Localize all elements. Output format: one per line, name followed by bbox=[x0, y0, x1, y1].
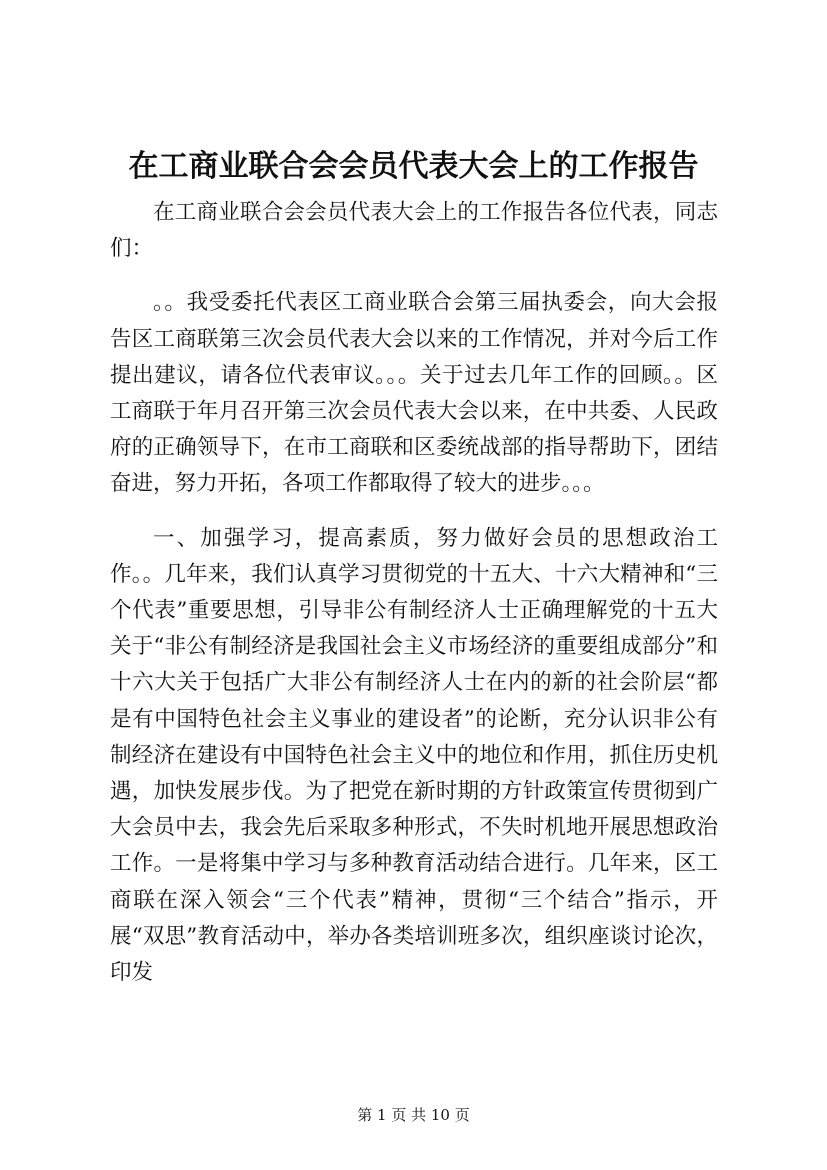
page-footer: 第 1 页 共 10 页 bbox=[357, 1106, 470, 1124]
document-body bbox=[110, 195, 718, 991]
document-title: 在工商业联合会会员代表大会上的工作报告 bbox=[128, 149, 699, 184]
paragraph-greeting: 在工商业联合会会员代表大会上的工作报告各位代表，同志们： bbox=[110, 200, 718, 262]
paragraph-section-one: 一、加强学习，提高素质，努力做好会员的思想政治工作。。几年来，我们认真学习贯彻党的十五大、十六大精神和“三个代表”重要思想，引导非公有制经济人士正确理解党的十五大关于“非公有制经济是我国社会主义市场经济的重要组成部分”和十六大关于包括广大非公有制经济人士在内的新的社会阶层“都是有中国特色社会主义事业的建设者”的论断，充分认识非公有制经济在建设有中国特色社会主义中的地位和作用，抓住历史机遇，加快发展步伐。为了把党在新时期的方针政策宣传贯彻到广大会员中去，我会先后采取多种形式，不失时机地开展思想政治工作。一是将集中学习与多种教育活动结合进行。几年来，区工商联在深入领会“三个代表”精神，贯彻“三个结合”指示，开展“双思”教育活动中，举办各类培训班多次，组织座谈讨论次，印发 bbox=[110, 525, 718, 986]
paragraph-intro: 。。我受委托代表区工商业联合会第三届执委会，向大会报告区工商联第三次会员代表大会以来的工作情况，并对今后工作提出建议，请各位代表审议。。。关于过去几年工作的回顾。。区工商联于年月召开第三次会员代表大会以来，在中共委、人民政府的正确领导下，在市工商联和区委统战部的指导帮助下，团结奋进，努力开拓，各项工作都取得了较大的进步。。。 bbox=[110, 290, 718, 497]
